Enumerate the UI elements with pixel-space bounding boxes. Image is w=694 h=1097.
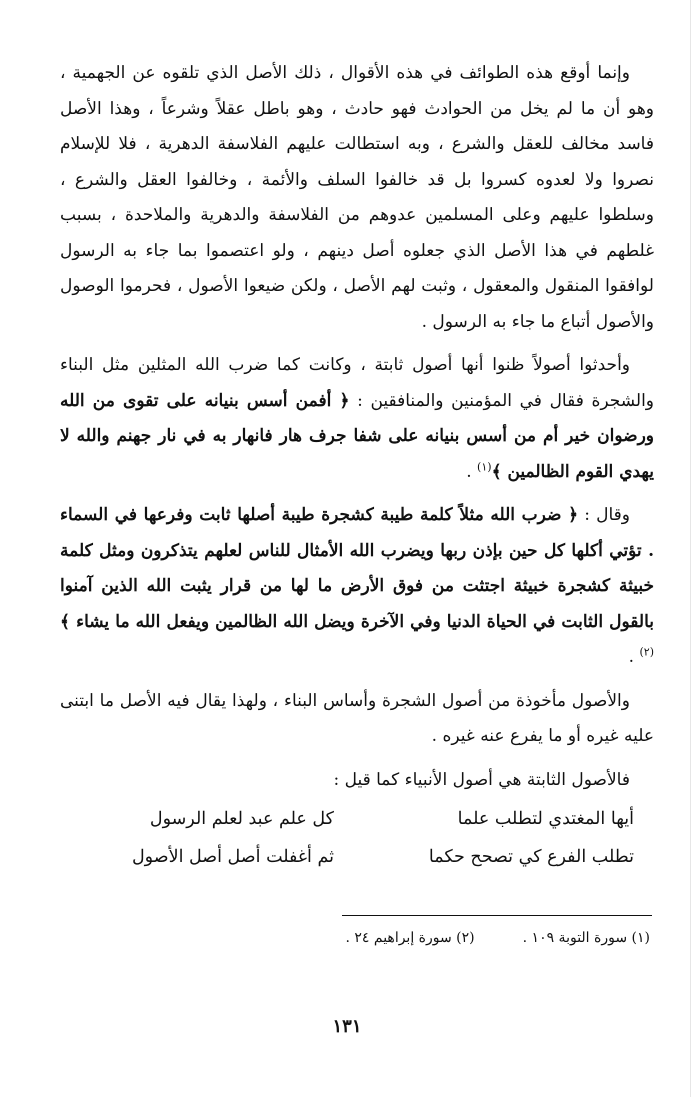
page-number: ١٣١ — [332, 1016, 362, 1037]
paragraph-5 — [60, 763, 654, 799]
paragraph-2 — [60, 348, 654, 490]
paragraph-3 — [60, 498, 654, 676]
quran-quote-2: ﴿ ضرب الله مثلاً كلمة طيبة كشجرة طيبة أصلها ثابت وفرعها في السماء . تؤتي أكلها كل حين بإذن ربها ويضرب الله الأمثال للناس لعلهم يتذكرون ومثل كلمة خبيثة كشجرة خبيثة اجتثت من فوق الأرض ما لها من قرار يثبت الله الذين آمنوا بالقول الثابت في الحياة الدنيا وفي الآخرة ويضل الله الظالمين ويفعل الله ما يشاء ﴾ — [60, 505, 654, 632]
footnote-ref-1: (١) — [477, 459, 492, 473]
poem-verse-1-first-half: أيها المغتدي لتطلب علما — [457, 809, 634, 829]
poem-verse-1-second-half: كل علم عبد لعلم الرسول — [149, 809, 334, 829]
paragraph-2-intro: وأحدثوا أصولاً ظنوا أنها أصول ثابتة ، وكانت كما ضرب الله المثلين مثل البناء والشجرة فقال في المؤمنين والمنافقين : — [60, 355, 655, 411]
poem-verse-2-first-half: تطلب الفرع كي تصحح حكما — [428, 847, 634, 867]
page-edge — [690, 0, 691, 1097]
paragraph-1-text: وإنما أوقع هذه الطوائف في هذه الأقوال ، ذلك الأصل الذي تلقوه عن الجهمية ، وهو أن ما لم يخل من الحوادث فهو حادث ، وهو باطل عقلاً وشرعاً ، وهذا الأصل فاسد مخالف للعقل والشرع ، وبه استطالت عليهم الفلاسفة الدهرية ، فلا للإسلام نصروا ولا لعدوه كسروا بل قد خالفوا السلف والأئمة ، وخالفوا العقل والشرع ، وسلطوا عليهم وعلى المسلمين عدوهم من الفلاسفة والدهرية والملاحدة ، بسبب غلطهم في هذا الأصل الذي جعلوه أصل دينهم ، ولو اعتصموا بما جاء به الرسول لوافقوا المنقول والمعقول ، وثبت لهم الأصل ، ولكن ضيعوا الأصول ، فحرموا الوصول والأصول أتباع ما جاء به الرسول . — [60, 63, 654, 332]
paragraph-2-tail: . — [466, 461, 478, 482]
paragraph-4-text: والأصول مأخوذة من أصول الشجرة وأساس البناء ، ولهذا يقال فيه الأصل ما ابتنى عليه غيره أو ما يفرع عنه غيره . — [60, 690, 654, 746]
paragraph-5-text: فالأصول الثابتة هي أصول الأنبياء كما قيل : — [333, 769, 630, 790]
footnote-ref-2: (٢) — [639, 645, 654, 659]
footnote-divider — [342, 915, 652, 916]
paragraph-1 — [60, 56, 654, 340]
footnotes — [345, 930, 650, 946]
page-body — [60, 56, 654, 874]
poem-verse-2-second-half: ثم أغفلت أصل أصل الأصول — [131, 847, 334, 867]
paragraph-3-intro: وقال : — [578, 505, 630, 525]
quran-quote-1: ﴿ أفمن أسس بنيانه على تقوى من الله ورضوان خير أم من أسس بنيانه على شفا جرف هار فانهار به في نار جهنم والله لا يهدي القوم الظالمين ﴾ — [60, 390, 654, 482]
poem — [60, 802, 654, 874]
paragraph-3-tail: . — [628, 647, 640, 667]
paragraph-4 — [60, 684, 654, 755]
footnote-2: (٢) سورة إبراهيم ٢٤ . — [345, 930, 475, 946]
footnote-1: (١) سورة التوبة ١٠٩ . — [522, 930, 650, 946]
